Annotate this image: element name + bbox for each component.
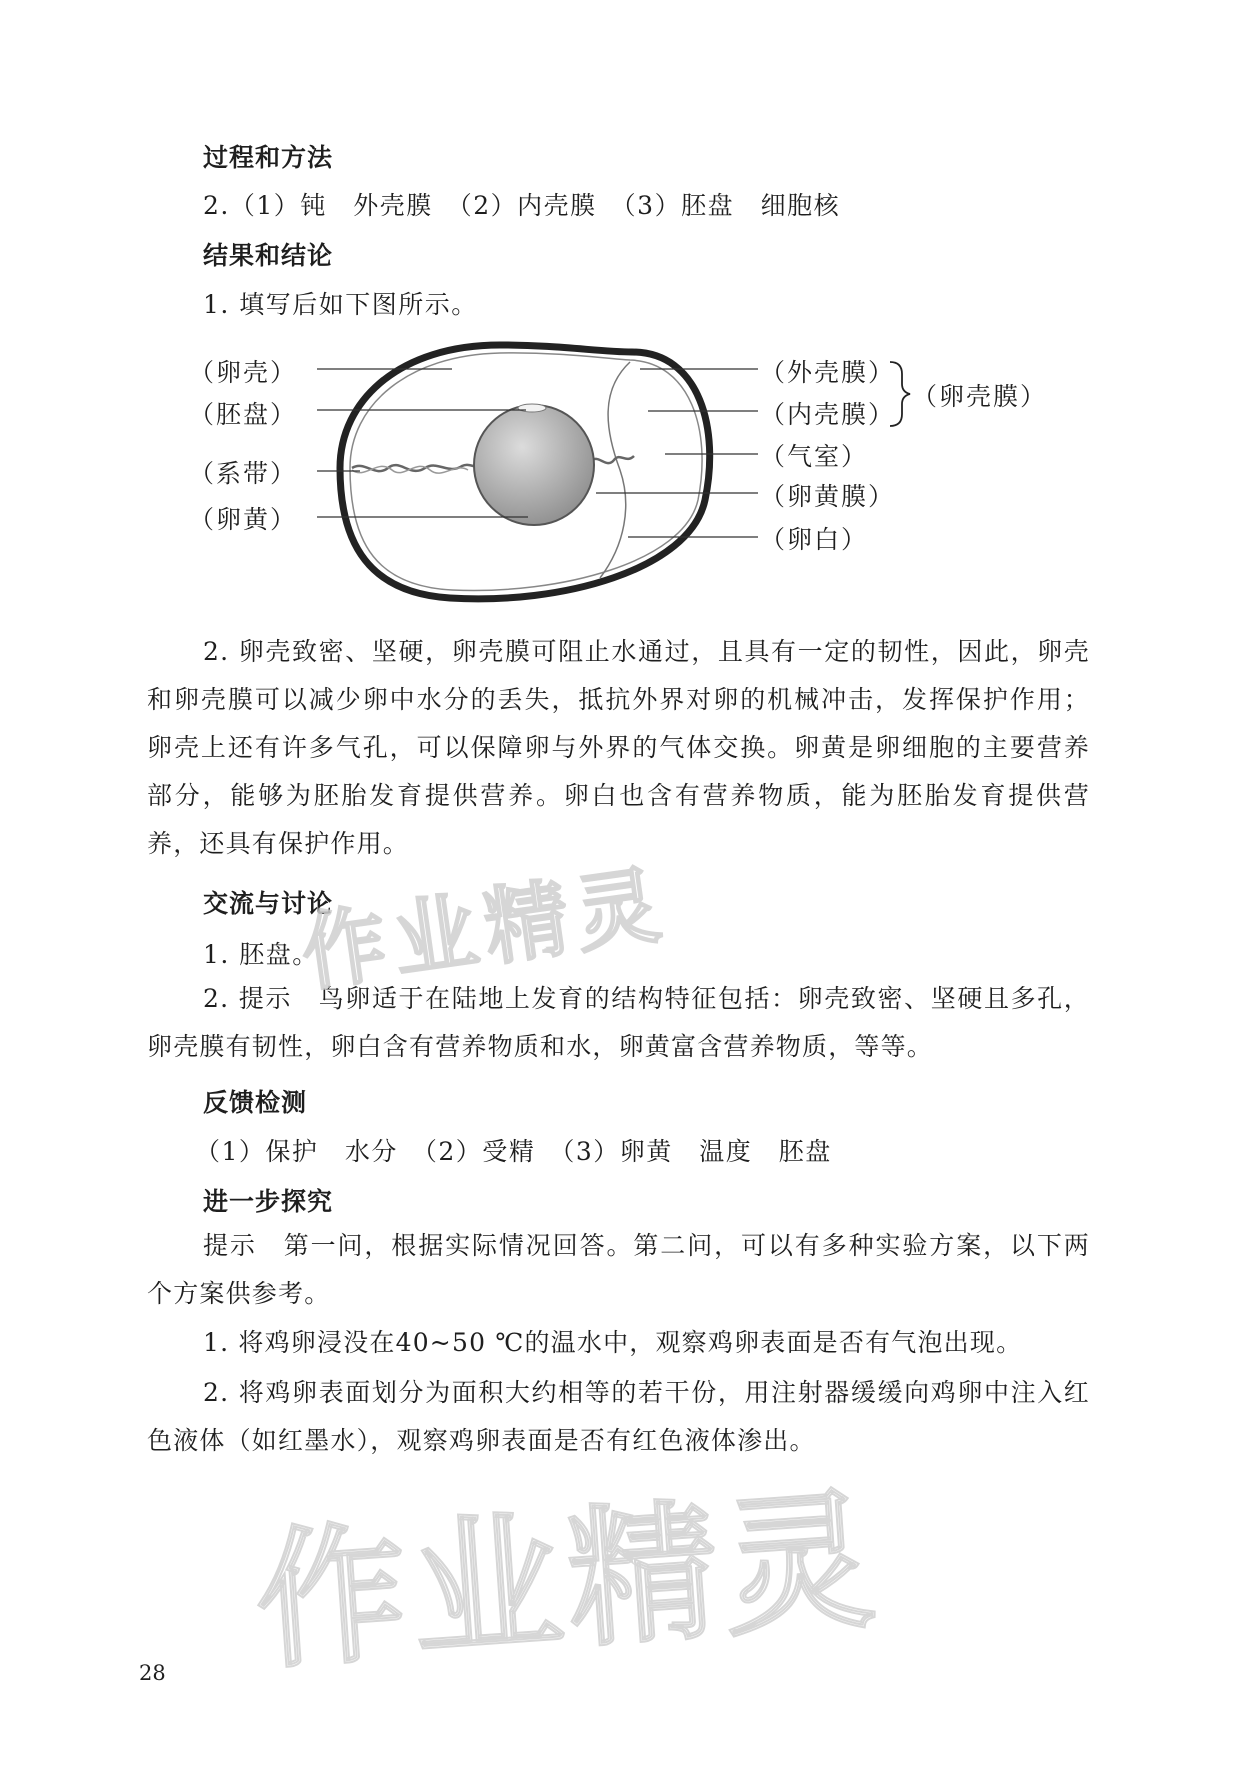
feedback-answer: （1）保护 水分 （2）受精 （3）卵黄 温度 胚盘: [195, 1137, 832, 1166]
heading-further: 进一步探究: [203, 1187, 334, 1216]
egg-structure-diagram: [0, 0, 1250, 620]
heading-results: 结果和结论: [203, 241, 334, 270]
heading-discussion: 交流与讨论: [203, 889, 334, 918]
label-yolk: （卵黄）: [189, 505, 298, 534]
yolk: [474, 405, 594, 525]
watermark: 作业精灵: [295, 854, 674, 1004]
heading-process: 过程和方法: [203, 143, 334, 172]
process-answer: 2.（1）钝 外壳膜 （2）内壳膜 （3）胚盘 细胞核: [203, 191, 841, 220]
label-shell-membrane-group: （卵壳膜）: [912, 382, 1048, 411]
watermark: 作业精灵: [250, 1473, 886, 1691]
label-shell: （卵壳）: [189, 358, 298, 387]
further-item-2: 2. 将鸡卵表面划分为面积大约相等的若干份，用注射器缓缓向鸡卵中注入红色液体（如红墨水），观察鸡卵表面是否有红色液体渗出。: [147, 1378, 1090, 1455]
label-chalaza: （系带）: [189, 459, 298, 488]
germinal-disc: [518, 404, 546, 412]
label-inner-membrane: （内壳膜）: [760, 400, 896, 429]
discussion-item-2: 2. 提示 鸟卵适于在陆地上发育的结构特征包括：卵壳致密、坚硬且多孔，卵壳膜有韧性，卵白含有营养物质和水，卵黄富含营养物质，等等。: [147, 984, 1090, 1061]
label-germinal-disc: （胚盘）: [189, 400, 298, 429]
heading-feedback: 反馈检测: [203, 1088, 308, 1117]
page-number: 28: [139, 1661, 166, 1685]
label-air-cell: （气室）: [760, 442, 869, 471]
label-albumen: （卵白）: [760, 525, 869, 554]
label-vitelline-membrane: （卵黄膜）: [760, 482, 896, 511]
results-item-1: 1. 填写后如下图所示。: [203, 290, 478, 319]
further-intro: 提示 第一问，根据实际情况回答。第二问，可以有多种实验方案，以下两个方案供参考。: [147, 1231, 1090, 1308]
discussion-item-1: 1. 胚盘。: [203, 940, 319, 969]
label-outer-membrane: （外壳膜）: [760, 358, 896, 387]
further-item-1: 1. 将鸡卵浸没在40~50 ℃的温水中，观察鸡卵表面是否有气泡出现。: [203, 1328, 1023, 1357]
results-item-2: 2. 卵壳致密、坚硬，卵壳膜可阻止水通过，且具有一定的韧性，因此，卵壳和卵壳膜可以减少卵中水分的丢失，抵抗外界对卵的机械冲击，发挥保护作用；卵壳上还有许多气孔，可以保障卵与外界的气体交换。卵黄是卵细胞的主要营养部分，能够为胚胎发育提供营养。卵白也含有营养物质，能为胚胎发育提供营养，还具有保护作用。: [147, 637, 1090, 858]
